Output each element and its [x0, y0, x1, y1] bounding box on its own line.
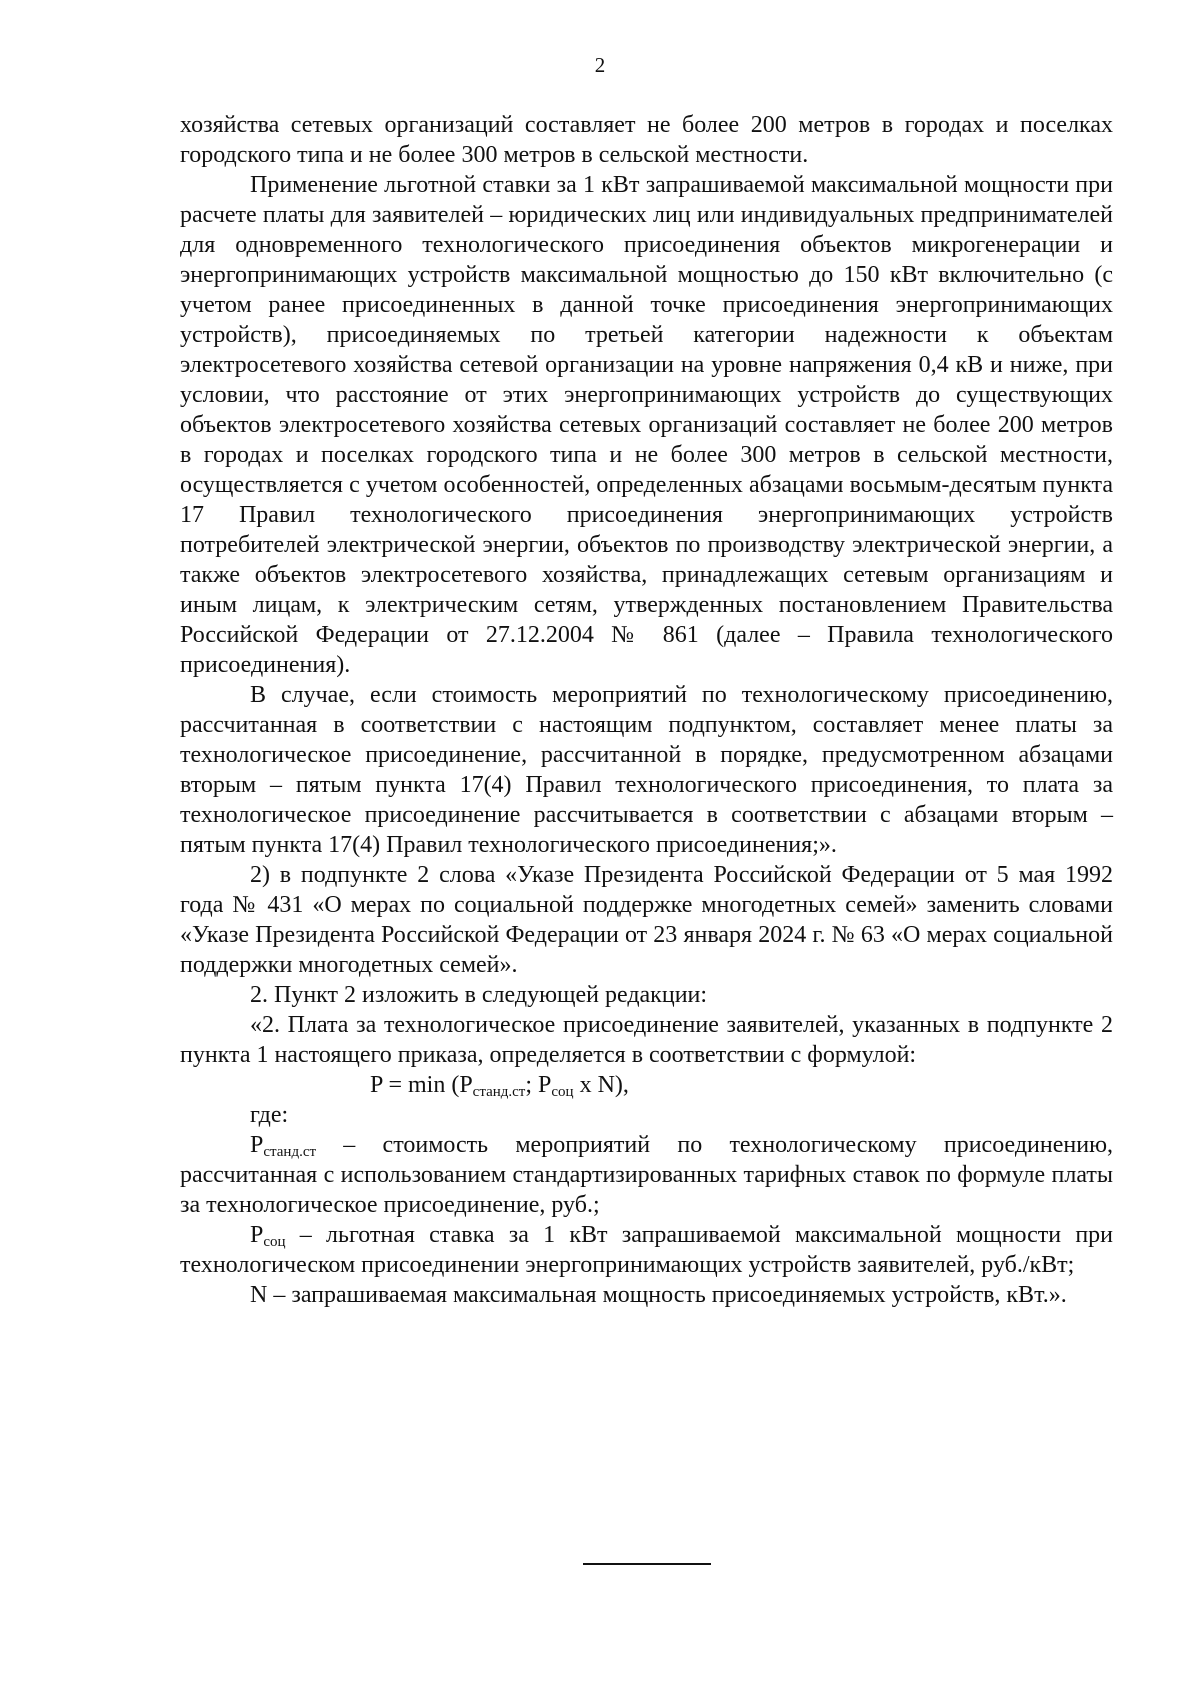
end-divider — [583, 1563, 711, 1565]
definition-p-stand — [180, 1130, 1113, 1220]
symbol-p: P — [250, 1222, 264, 1248]
definition-n: N – запрашиваемая максимальная мощность присоединяемых устройств, кВт.». — [250, 1282, 1067, 1308]
symbol-p: P — [250, 1132, 264, 1158]
formula-sub-soc: соц — [551, 1084, 574, 1100]
fee-formula — [180, 1070, 1113, 1100]
paragraph-fee-definition: «2. Плата за технологическое присоединение заявителей, указанных в подпункте 2 пункта 1 настоящего приказа, определяется в соответствии с формулой: — [180, 1012, 1113, 1068]
document-body — [180, 110, 1113, 1310]
paragraph-preferential-rate: Применение льготной ставки за 1 кВт запрашиваемой максимальной мощности при расчете платы для заявителей – юридических лиц или индивидуальных предпринимателей для одновременного технологического присоединения объектов микрогенерации и энергопринимающих устройств максимальной мощностью до 150 кВт включительно (с учетом ранее присоединенных в данной точке присоединения энергопринимающих устройств), присоединяемых по третьей категории надежности к объектам электросетевого хозяйства сетевой организации на уровне напряжения 0,4 кВ и ниже, при условии, что расстояние от этих энергопринимающих устройств до существующих объектов электросетевого хозяйства сетевых организаций составляет не более 200 метров в городах и поселках городского типа и не более 300 метров в сельской местности, осуществляется с учетом особенностей, определенных абзацами восьмым-десятым пункта 17 Правил технологического присоединения энергопринимающих устройств потребителей электрической энергии, объектов по производству электрической энергии, а также объектов электросетевого хозяйства, принадлежащих сетевым организациям и иным лицам, к электрическим сетям, утвержденных постановлением Правительства Российской Федерации от 27.12.2004 № 861 (далее – Правила технологического присоединения). — [180, 172, 1113, 678]
formula-separator: ; P — [525, 1072, 552, 1098]
where-label: где: — [250, 1102, 289, 1128]
formula-lhs: P = min (P — [370, 1072, 473, 1098]
page-number: 2 — [594, 53, 606, 77]
symbol-sub-soc: соц — [263, 1234, 286, 1250]
formula-tail: x N), — [573, 1072, 629, 1098]
paragraph-continuation: хозяйства сетевых организаций составляет не более 200 метров в городах и поселках городского типа и не более 300 метров в сельской местности. — [180, 112, 1113, 168]
definition-p-soc — [180, 1220, 1113, 1280]
definition-p-stand-text: – стоимость мероприятий по технологическому присоединению, рассчитанная с использованием стандартизированных тарифных ставок по формуле платы за технологическое присоединение, руб.; — [180, 1132, 1113, 1218]
formula-sub-stand: станд.ст — [472, 1084, 526, 1100]
symbol-sub-stand: станд.ст — [263, 1144, 317, 1160]
definition-p-soc-text: – льготная ставка за 1 кВт запрашиваемой максимальной мощности при технологическом присоединении энергопринимающих устройств заявителей, руб./кВт; — [180, 1222, 1113, 1278]
paragraph-item-2-heading: 2. Пункт 2 изложить в следующей редакции: — [250, 982, 708, 1008]
paragraph-amendment-decree: 2) в подпункте 2 слова «Указе Президента Российской Федерации от 5 мая 1992 года № 431 «О мерах по социальной поддержке многодетных семей» заменить словами «Указе Президента Российской Федерации от 23 января 2024 г. № 63 «О мерах социальной поддержки многодетных семей». — [180, 862, 1113, 978]
paragraph-cost-comparison: В случае, если стоимость мероприятий по технологическому присоединению, рассчитанная в соответствии с настоящим подпунктом, составляет менее платы за технологическое присоединение, рассчитанной в порядке, предусмотренном абзацами вторым – пятым пункта 17(4) Правил технологического присоединения, то плата за технологическое присоединение рассчитывается в соответствии с абзацами вторым – пятым пункта 17(4) Правил технологического присоединения;». — [180, 682, 1113, 858]
